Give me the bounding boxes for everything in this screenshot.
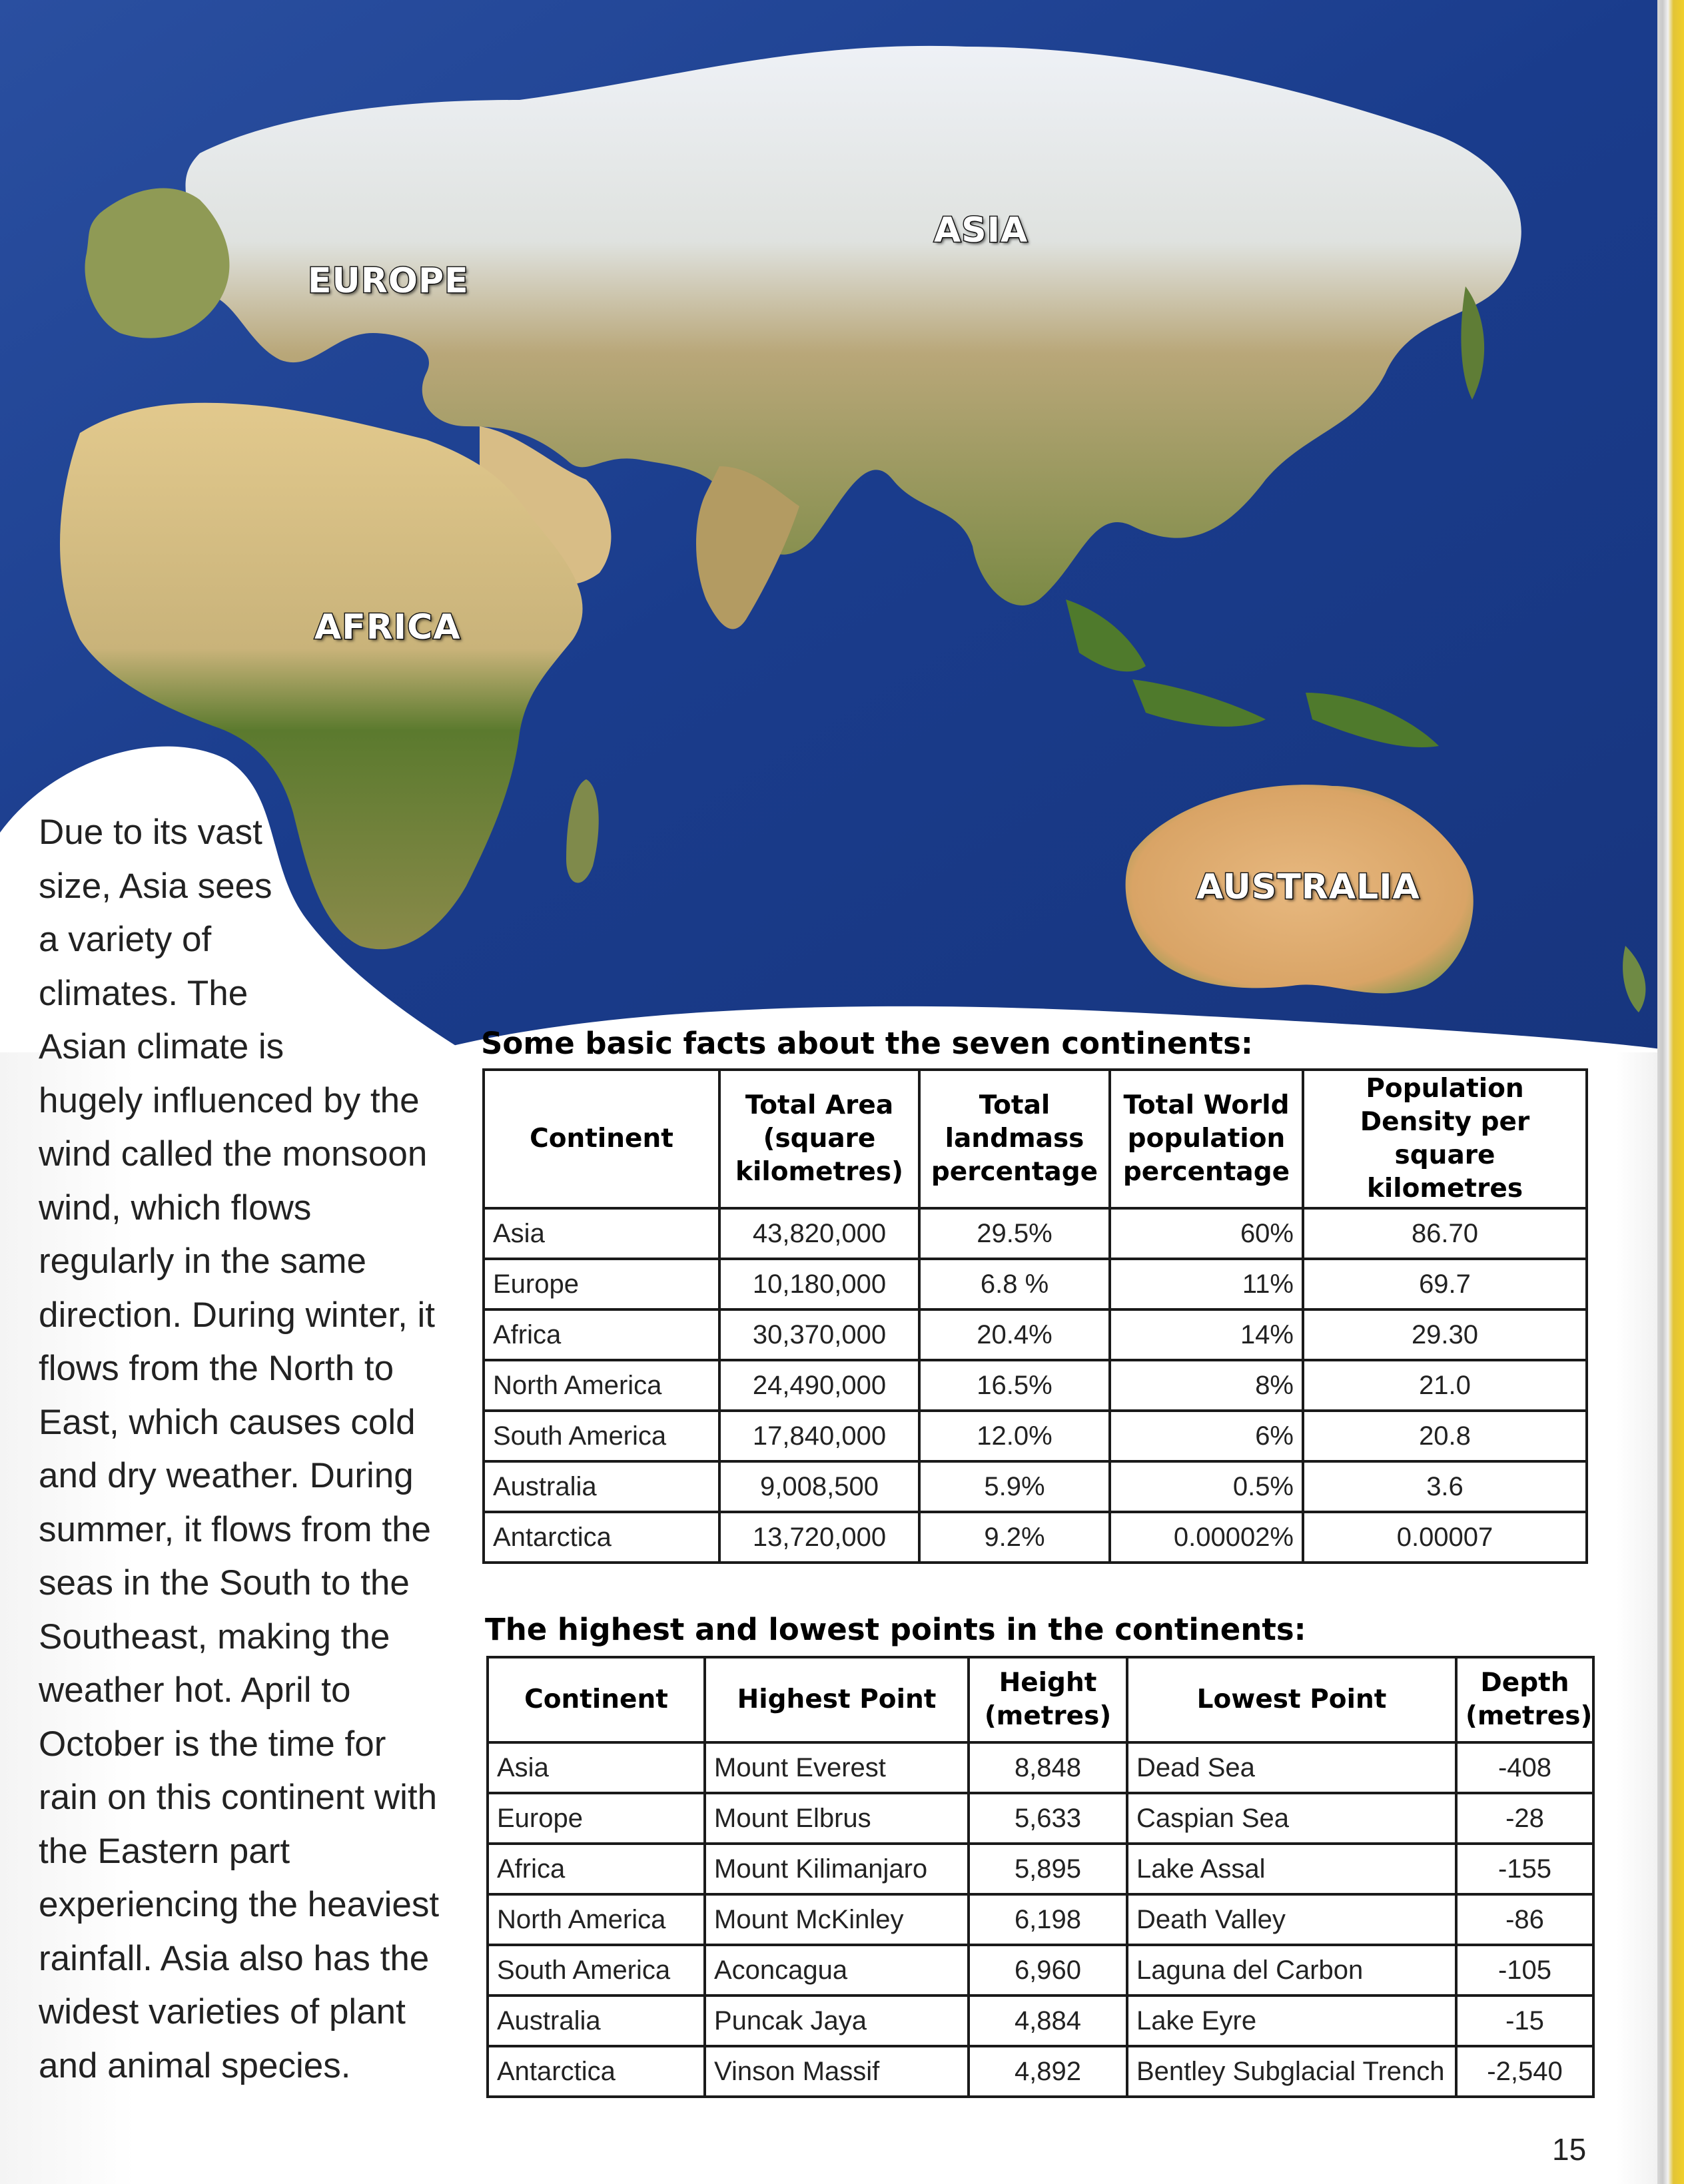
table-row bbox=[488, 1894, 1593, 1945]
table-row bbox=[488, 1996, 1593, 2046]
table-cell: 8% bbox=[1110, 1360, 1303, 1411]
table-cell: 12.0% bbox=[919, 1411, 1110, 1461]
text-line: Due to its vast bbox=[39, 813, 262, 852]
table-cell: 86.70 bbox=[1303, 1208, 1587, 1259]
table-cell: 69.7 bbox=[1303, 1259, 1587, 1309]
table-cell: 6,960 bbox=[969, 1945, 1127, 1996]
table-cell: 6,198 bbox=[969, 1894, 1127, 1945]
table-row bbox=[484, 1461, 1587, 1512]
table-cell: 60% bbox=[1110, 1208, 1303, 1259]
text-line: widest varieties of plant bbox=[39, 1992, 406, 2031]
table-cell: Africa bbox=[488, 1844, 705, 1894]
table-row bbox=[484, 1259, 1587, 1309]
table-header-row bbox=[484, 1070, 1587, 1208]
table-cell: 5,633 bbox=[969, 1793, 1127, 1844]
page-number: 15 bbox=[1552, 2132, 1587, 2167]
table-cell: 17,840,000 bbox=[719, 1411, 919, 1461]
text-line: East, which causes cold bbox=[39, 1402, 416, 1442]
text-line: and dry weather. During bbox=[39, 1456, 414, 1495]
table-cell: Asia bbox=[488, 1742, 705, 1793]
table-row bbox=[484, 1360, 1587, 1411]
table-cell: Laguna del Carbon bbox=[1127, 1945, 1456, 1996]
table-row bbox=[488, 1742, 1593, 1793]
table-cell: North America bbox=[484, 1360, 719, 1411]
map-label-australia: AUSTRALIA bbox=[1196, 867, 1420, 907]
text-line: wind called the monsoon bbox=[39, 1134, 428, 1174]
points-table-title: The highest and lowest points in the continents: bbox=[485, 1612, 1306, 1647]
continent-facts-table bbox=[482, 1068, 1588, 1564]
text-line: and animal species. bbox=[39, 2045, 351, 2085]
facts-table-title: Some basic facts about the seven continents: bbox=[481, 1026, 1253, 1061]
table-cell: 21.0 bbox=[1303, 1360, 1587, 1411]
table-cell: South America bbox=[488, 1945, 705, 1996]
text-line: October is the time for bbox=[39, 1724, 386, 1764]
text-line: direction. During winter, it bbox=[39, 1295, 436, 1335]
table-cell: 9.2% bbox=[919, 1512, 1110, 1563]
column-header: Height (metres) bbox=[969, 1657, 1127, 1742]
table-cell: Lake Assal bbox=[1127, 1844, 1456, 1894]
text-line: experiencing the heaviest bbox=[39, 1885, 440, 1924]
table-row bbox=[484, 1411, 1587, 1461]
text-line: weather hot. April to bbox=[39, 1670, 351, 1710]
table-cell: Mount McKinley bbox=[705, 1894, 969, 1945]
table-cell: 5.9% bbox=[919, 1461, 1110, 1512]
table-row bbox=[488, 2046, 1593, 2097]
table-cell: Lake Eyre bbox=[1127, 1996, 1456, 2046]
text-line: climates. The bbox=[39, 973, 248, 1013]
table-cell: Bentley Subglacial Trench bbox=[1127, 2046, 1456, 2097]
table-cell: -155 bbox=[1456, 1844, 1593, 1894]
table-row bbox=[488, 1945, 1593, 1996]
table-cell: 9,008,500 bbox=[719, 1461, 919, 1512]
map-label-africa: AFRICA bbox=[314, 607, 461, 647]
table-row bbox=[484, 1512, 1587, 1563]
table-cell: -86 bbox=[1456, 1894, 1593, 1945]
table-cell: Vinson Massif bbox=[705, 2046, 969, 2097]
column-header: Total Area (square kilometres) bbox=[719, 1070, 919, 1208]
table-cell: 5,895 bbox=[969, 1844, 1127, 1894]
table-cell: -15 bbox=[1456, 1996, 1593, 2046]
table-cell: 11% bbox=[1110, 1259, 1303, 1309]
table-cell: Africa bbox=[484, 1309, 719, 1360]
table-cell: 0.00007 bbox=[1303, 1512, 1587, 1563]
table-cell: Dead Sea bbox=[1127, 1742, 1456, 1793]
column-header: Total landmass percentage bbox=[919, 1070, 1110, 1208]
column-header: Continent bbox=[484, 1070, 719, 1208]
body-paragraph bbox=[39, 806, 465, 2093]
table-cell: Australia bbox=[484, 1461, 719, 1512]
text-line: summer, it flows from the bbox=[39, 1509, 432, 1549]
table-cell: 16.5% bbox=[919, 1360, 1110, 1411]
table-cell: Mount Everest bbox=[705, 1742, 969, 1793]
text-line: flows from the North to bbox=[39, 1349, 394, 1388]
table-cell: 4,892 bbox=[969, 2046, 1127, 2097]
table-cell: Antarctica bbox=[484, 1512, 719, 1563]
table-row bbox=[484, 1208, 1587, 1259]
column-header: Continent bbox=[488, 1657, 705, 1742]
text-line: Southeast, making the bbox=[39, 1617, 390, 1656]
table-cell: 29.30 bbox=[1303, 1309, 1587, 1360]
table-cell: Mount Elbrus bbox=[705, 1793, 969, 1844]
table-cell: 20.4% bbox=[919, 1309, 1110, 1360]
table-cell: -105 bbox=[1456, 1945, 1593, 1996]
text-line: regularly in the same bbox=[39, 1242, 366, 1281]
page-gutter bbox=[1657, 0, 1684, 2184]
table-cell: 30,370,000 bbox=[719, 1309, 919, 1360]
table-cell: -2,540 bbox=[1456, 2046, 1593, 2097]
table-cell: 43,820,000 bbox=[719, 1208, 919, 1259]
table-cell: Europe bbox=[488, 1793, 705, 1844]
table-cell: 4,884 bbox=[969, 1996, 1127, 2046]
table-cell: -28 bbox=[1456, 1793, 1593, 1844]
table-cell: Death Valley bbox=[1127, 1894, 1456, 1945]
table-cell: Antarctica bbox=[488, 2046, 705, 2097]
text-line: a variety of bbox=[39, 920, 212, 959]
text-line: hugely influenced by the bbox=[39, 1080, 420, 1120]
table-header-row bbox=[488, 1657, 1593, 1742]
table-cell: 6.8 % bbox=[919, 1259, 1110, 1309]
table-cell: 3.6 bbox=[1303, 1461, 1587, 1512]
text-line: size, Asia sees bbox=[39, 866, 272, 906]
table-cell: Asia bbox=[484, 1208, 719, 1259]
table-cell: Australia bbox=[488, 1996, 705, 2046]
table-row bbox=[488, 1844, 1593, 1894]
table-cell: 20.8 bbox=[1303, 1411, 1587, 1461]
table-cell: 24,490,000 bbox=[719, 1360, 919, 1411]
map-label-asia: ASIA bbox=[934, 210, 1029, 250]
text-line: seas in the South to the bbox=[39, 1563, 410, 1603]
map-label-europe: EUROPE bbox=[308, 261, 469, 301]
column-header: Lowest Point bbox=[1127, 1657, 1456, 1742]
table-cell: Caspian Sea bbox=[1127, 1793, 1456, 1844]
table-cell: -408 bbox=[1456, 1742, 1593, 1793]
table-cell: 0.5% bbox=[1110, 1461, 1303, 1512]
table-cell: North America bbox=[488, 1894, 705, 1945]
column-header: Population Density per square kilometres bbox=[1303, 1070, 1587, 1208]
table-cell: Mount Kilimanjaro bbox=[705, 1844, 969, 1894]
table-cell: 13,720,000 bbox=[719, 1512, 919, 1563]
table-cell: 14% bbox=[1110, 1309, 1303, 1360]
column-header: Total World population percentage bbox=[1110, 1070, 1303, 1208]
table-cell: 6% bbox=[1110, 1411, 1303, 1461]
table-row bbox=[488, 1793, 1593, 1844]
column-header: Highest Point bbox=[705, 1657, 969, 1742]
text-line: wind, which flows bbox=[39, 1188, 312, 1228]
text-line: rainfall. Asia also has the bbox=[39, 1938, 430, 1978]
column-header: Depth (metres) bbox=[1456, 1657, 1593, 1742]
text-line: Asian climate is bbox=[39, 1027, 284, 1066]
table-row bbox=[484, 1309, 1587, 1360]
table-cell: Aconcagua bbox=[705, 1945, 969, 1996]
table-cell: South America bbox=[484, 1411, 719, 1461]
text-line: rain on this continent with bbox=[39, 1778, 438, 1817]
table-cell: Puncak Jaya bbox=[705, 1996, 969, 2046]
table-cell: 8,848 bbox=[969, 1742, 1127, 1793]
table-cell: 29.5% bbox=[919, 1208, 1110, 1259]
text-line: the Eastern part bbox=[39, 1831, 290, 1871]
table-cell: 0.00002% bbox=[1110, 1512, 1303, 1563]
highest-lowest-points-table bbox=[486, 1656, 1595, 2098]
table-cell: 10,180,000 bbox=[719, 1259, 919, 1309]
table-cell: Europe bbox=[484, 1259, 719, 1309]
